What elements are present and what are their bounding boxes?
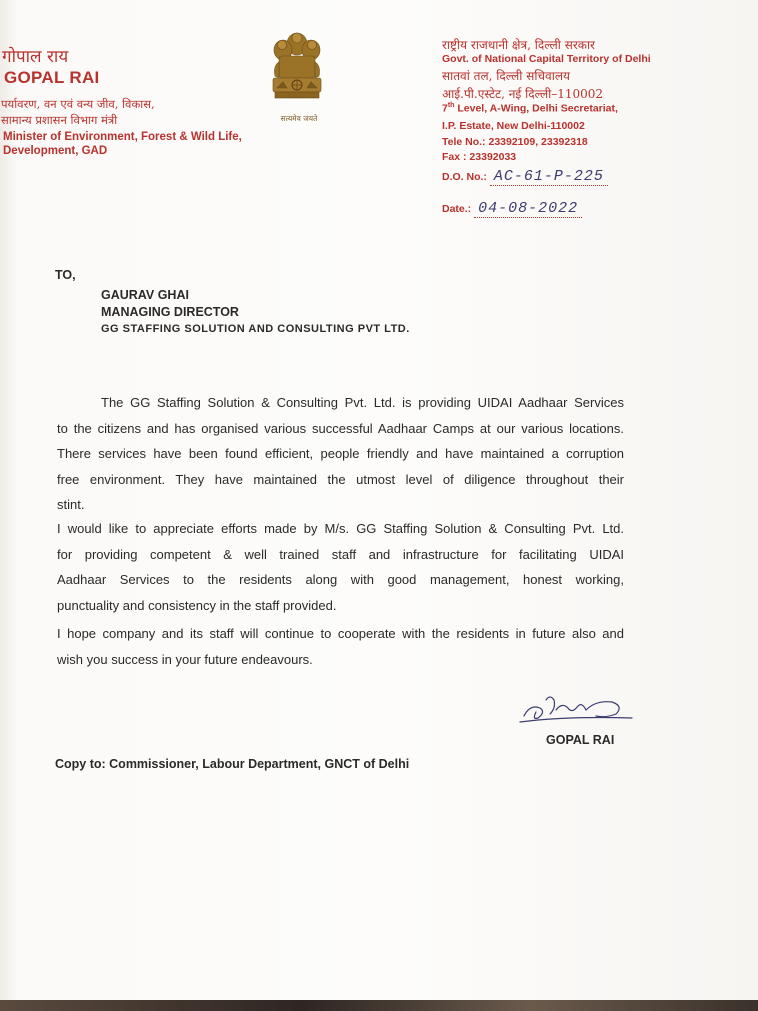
signature-icon — [516, 686, 636, 732]
estate-hindi: आई.पी.एस्टेट, नई दिल्ली–110002 — [442, 87, 604, 101]
level-number: 7 — [442, 102, 448, 115]
body-paragraph-2 — [57, 516, 624, 618]
emblem-motto: सत्यमेव जयते — [280, 114, 318, 123]
p1-line: stint. — [57, 497, 85, 512]
p2-line: I would like to appreciate efforts made by M/s. GG Staffing Solution & Consulting Pvt. Ltd. — [57, 521, 624, 536]
p2-line: for providing competent & well trained staff and infrastructure for facilitating UIDAI — [57, 546, 624, 562]
p3-line: wish you success in your future endeavours. — [57, 651, 313, 667]
floor-hindi: सातवां तल, दिल्ली सचिवालय — [442, 69, 570, 83]
date-row — [442, 200, 582, 218]
p1-line: There services have been found efficient, people friendly and have maintained a corruption — [57, 446, 624, 461]
govt-english: Govt. of National Capital Territory of Delhi — [442, 53, 651, 65]
do-number-row — [442, 168, 608, 186]
date-value: 04-08-2022 — [478, 200, 579, 217]
bottom-edge-shadow — [0, 1000, 758, 1011]
p2-line: Aadhaar Services to the residents along with good management, honest working, — [57, 572, 624, 587]
estate-english: I.P. Estate, New Delhi-110002 — [442, 120, 585, 132]
p1-line: The GG Staffing Solution & Consulting Pvt. Ltd. is providing UIDAI Aadhaar Services — [101, 395, 624, 410]
date-label: Date.: — [442, 203, 472, 215]
telephone: Tele No.: 23392109, 23392318 — [442, 136, 588, 148]
p2-line: punctuality and consistency in the staff provided. — [57, 597, 337, 613]
fax: Fax : 23392033 — [442, 151, 517, 163]
body-paragraph-3 — [57, 621, 624, 672]
recipient-company: GG STAFFING SOLUTION AND CONSULTING PVT LTD. — [101, 323, 410, 335]
p1-line: to the citizens and has organised various successful Aadhaar Camps at our various locations. — [57, 420, 624, 436]
recipient-title: MANAGING DIRECTOR — [101, 305, 239, 319]
portfolio-hindi-line2: सामान्य प्रशासन विभाग मंत्री — [1, 113, 118, 127]
portfolio-hindi-line1: पर्यावरण, वन एवं वन्य जीव, विकास, — [1, 97, 155, 111]
do-label: D.O. No.: — [442, 171, 487, 183]
date-field — [474, 200, 582, 218]
salutation-to: TO, — [55, 268, 76, 282]
level-address — [442, 102, 618, 115]
recipient-address — [101, 287, 410, 338]
level-text: Level, A-Wing, Delhi Secretariat, — [457, 102, 618, 115]
signatory-name: GOPAL RAI — [546, 733, 615, 747]
copy-to: Copy to: Commissioner, Labour Department, GNCT of Delhi — [55, 757, 410, 771]
p1-line: free environment. They have maintained the utmost level of diligence throughout their — [57, 471, 624, 487]
portfolio-english: Minister of Environment, Forest & Wild Life, Development, GAD — [3, 131, 242, 157]
portfolio-hindi — [1, 96, 155, 128]
govt-hindi: राष्ट्रीय राजधानी क्षेत्र, दिल्ली सरकार — [442, 38, 595, 52]
body-paragraph-1 — [57, 390, 624, 518]
p3-line: I hope company and its staff will continue to cooperate with the residents in future also and — [57, 626, 624, 641]
minister-name-english: GOPAL RAI — [4, 68, 100, 87]
minister-name-hindi: गोपाल राय — [2, 47, 69, 67]
recipient-name: GAURAV GHAI — [101, 288, 189, 302]
do-number-value: AC-61-P-225 — [493, 168, 604, 185]
national-emblem-icon — [265, 26, 329, 126]
do-number-field — [490, 168, 608, 186]
level-sup: th — [447, 102, 455, 109]
